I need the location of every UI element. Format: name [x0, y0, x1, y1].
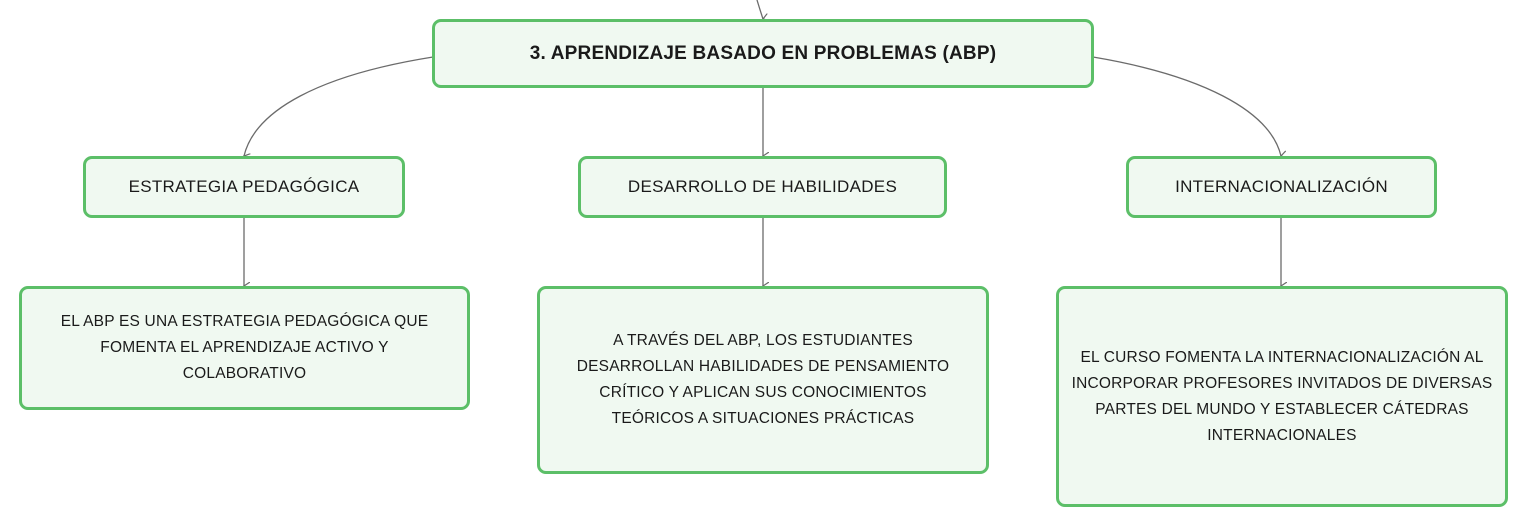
- root-node-label: 3. APRENDIZAJE BASADO EN PROBLEMAS (ABP): [529, 42, 997, 64]
- branch-node-label: DESARROLLO DE HABILIDADES: [627, 177, 898, 196]
- connector-root-internacional: [1093, 57, 1281, 156]
- leaf-node-internacionalizacion[interactable]: [1056, 286, 1508, 507]
- root-node[interactable]: [432, 19, 1094, 88]
- leaf-node-text: A TRAVÉS DEL ABP, LOS ESTUDIANTES DESARROLLAN HABILIDADES DE PENSAMIENTO CRÍTICO Y APLICAN SUS CONOCIMIENTOS TEÓRICOS A SITUACIONES PRÁCTICAS: [576, 332, 950, 427]
- branch-node-desarrollo[interactable]: [578, 156, 947, 218]
- branch-node-internacionalizacion[interactable]: [1126, 156, 1437, 218]
- leaf-node-text: EL ABP ES UNA ESTRATEGIA PEDAGÓGICA QUE FOMENTA EL APRENDIZAJE ACTIVO Y COLABORATIVO: [60, 313, 429, 382]
- branch-node-estrategia[interactable]: [83, 156, 405, 218]
- connector-incoming: [757, 0, 763, 19]
- leaf-node-desarrollo[interactable]: [537, 286, 989, 474]
- connector-root-estrategia: [244, 57, 433, 156]
- leaf-node-text: EL CURSO FOMENTA LA INTERNACIONALIZACIÓN AL INCORPORAR PROFESORES INVITADOS DE DIVERSAS PARTES DEL MUNDO Y ESTABLECER CÁTEDRAS INTERNACIONALES: [1071, 348, 1493, 444]
- branch-node-label: INTERNACIONALIZACIÓN: [1175, 177, 1388, 196]
- branch-node-label: ESTRATEGIA PEDAGÓGICA: [128, 177, 360, 196]
- leaf-node-estrategia[interactable]: [19, 286, 470, 410]
